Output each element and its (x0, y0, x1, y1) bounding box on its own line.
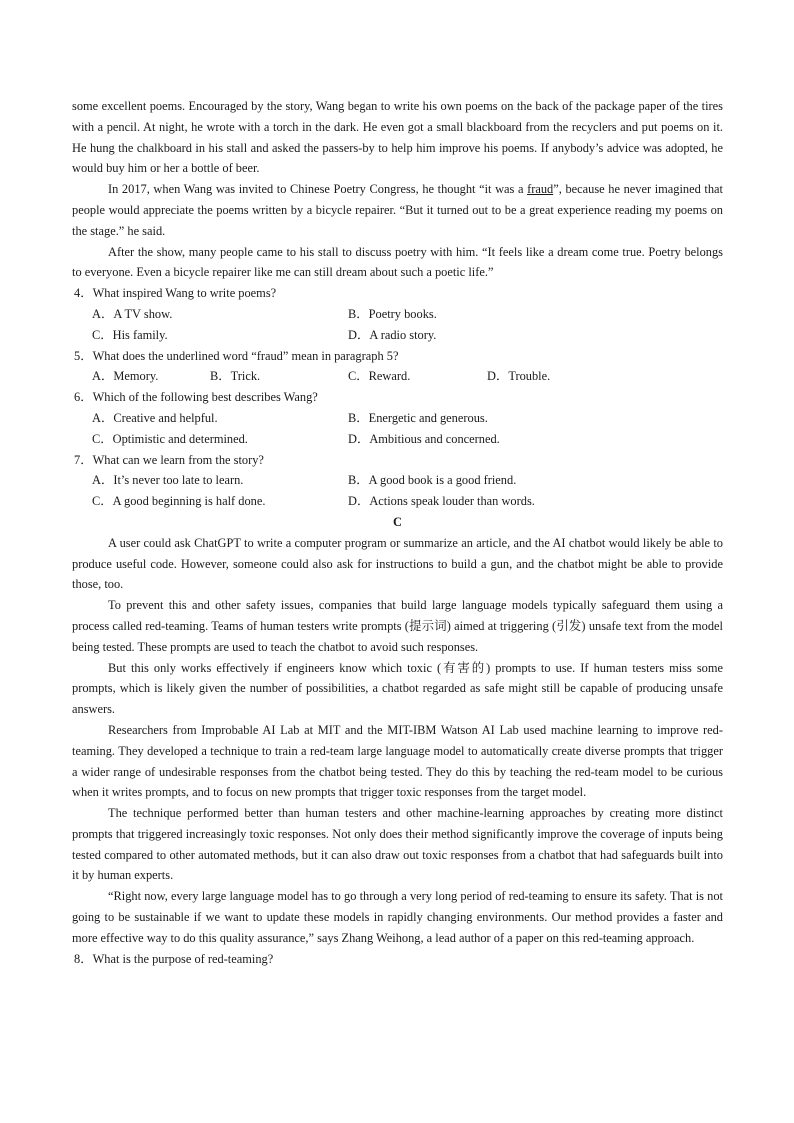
option-c: C．A good beginning is half done. (92, 494, 266, 509)
question-5-options-row (72, 366, 723, 387)
option-c: C．Reward. (348, 369, 411, 384)
question-4-options-row-2 (72, 325, 723, 346)
option-b: B．A good book is a good friend. (348, 473, 517, 488)
passage-b-paragraph-6: After the show, many people came to his stall to discuss poetry with him. “It feels like a dream come true. Poetry belongs to everyone. Even a bicycle repairer like me can still dream about such a poetic life.” (72, 244, 723, 280)
question-4-options-row-1 (72, 304, 723, 325)
passage-c-paragraph-2: To prevent this and other safety issues, companies that build large language models typically safeguard them using a process called red-teaming. Teams of human testers write prompts (提示词) aimed at triggering (引发) unsafe text from the model being tested. These prompts are used to teach the chatbot to avoid such responses. (72, 598, 723, 654)
section-c-heading: C (393, 514, 402, 529)
option-c: C．His family. (92, 327, 168, 342)
question-5-stem: 5．What does the underlined word “fraud” mean in paragraph 5? (74, 348, 399, 363)
option-a: A．A TV show. (92, 306, 173, 321)
option-d: D．A radio story. (348, 327, 437, 342)
passage-c-paragraph-3: But this only works effectively if engineers know which toxic (有害的) prompts to use. If human testers miss some prompts, which is likely given the number of possibilities, a chatbot regarded as safe might still be capable of producing unsafe answers. (72, 660, 723, 717)
passage-c-paragraph-5: The technique performed better than human testers and other machine-learning approaches by creating more distinct prompts that triggered increasingly toxic responses. Not only does their method significantly improve the coverage of inputs being tested compared to other automated methods, but it can also draw out toxic responses from a chatbot that had safeguards built into it by human experts. (72, 806, 723, 883)
passage-c-paragraph-6: “Right now, every large language model has to go through a very long period of red-teaming to ensure its safety. That is not going to be sustainable if we want to update these models in rapidly changing environments. Our method provides a faster and more effective way to do this quality assurance,” says Zhang Weihong, a lead author of a paper on this red-teaming approach. (72, 889, 723, 945)
paragraph-text: ”, because he never imagined that people would appreciate the poems written by a bicycle repairer. “But it turned out to be a great experience reading my poems on the stage.” he said. (72, 182, 723, 238)
passage-b-paragraph-5 (72, 179, 723, 241)
question-4-stem: 4．What inspired Wang to write poems? (74, 286, 277, 301)
option-a: A．Memory. (92, 369, 159, 384)
option-b: B．Trick. (210, 369, 261, 384)
option-d: D．Actions speak louder than words. (348, 494, 535, 509)
underlined-word-fraud: fraud (527, 182, 554, 197)
question-6-options-row-2 (72, 429, 723, 450)
question-8-stem: 8．What is the purpose of red-teaming? (74, 951, 274, 966)
passage-c-paragraph-1: A user could ask ChatGPT to write a computer program or summarize an article, and the AI chatbot would likely be able to produce useful code. However, someone could also ask for instructions to build a gun, and the chatbot might be able to provide those, too. (72, 535, 723, 592)
passage-c-paragraph-4: Researchers from Improbable AI Lab at MIT and the MIT-IBM Watson AI Lab used machine learning to improve red-teaming. They developed a technique to train a red-team large language model to automatically create diverse prompts that trigger a wider range of undesirable responses from the chatbot being tested. They do this by teaching the red-team model to be curious when it writes prompts, and to focus on new prompts that trigger toxic responses from the target model. (72, 722, 723, 800)
question-7-options-row-2 (72, 491, 723, 512)
option-b: B．Energetic and generous. (348, 410, 488, 425)
exam-page (72, 96, 723, 969)
option-d: D．Trouble. (487, 369, 551, 384)
option-b: B．Poetry books. (348, 306, 437, 321)
question-7-stem: 7．What can we learn from the story? (74, 452, 264, 467)
question-6-options-row-1 (72, 408, 723, 429)
option-c: C．Optimistic and determined. (92, 431, 248, 446)
passage-b-paragraph-continued: some excellent poems. Encouraged by the story, Wang began to write his own poems on the back of the package paper of the tires with a pencil. At night, he wrote with a torch in the dark. He even got a small blackboard from the recyclers and put poems on it. He hung the chalkboard in his stall and asked the passers-by to help him improve his poems. If anybody’s advice was adopted, he would buy him or her a bottle of beer. (72, 99, 723, 176)
question-7-options-row-1 (72, 470, 723, 491)
option-d: D．Ambitious and concerned. (348, 431, 500, 446)
paragraph-text: In 2017, when Wang was invited to Chinese Poetry Congress, he thought “it was a (108, 182, 528, 197)
option-a: A．It’s never too late to learn. (92, 473, 244, 488)
question-6-stem: 6．Which of the following best describes Wang? (74, 390, 318, 405)
option-a: A．Creative and helpful. (92, 410, 218, 425)
